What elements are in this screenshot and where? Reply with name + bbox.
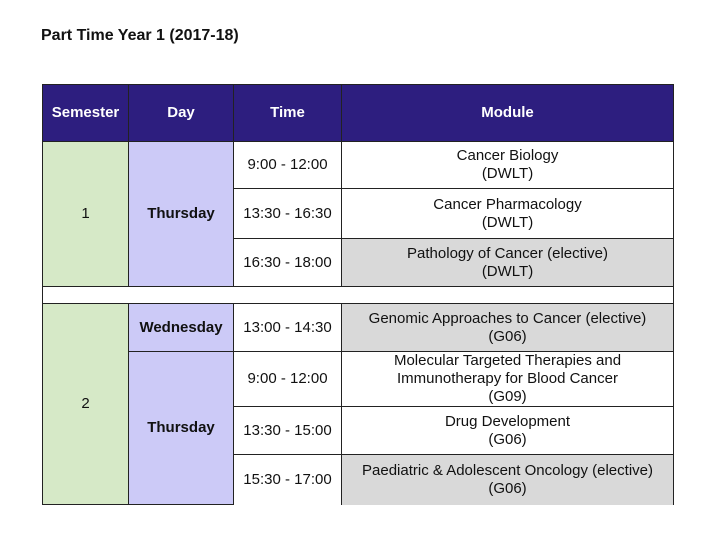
semester-1-cell: 1: [43, 142, 129, 287]
day-thursday-sem1: Thursday: [129, 142, 234, 287]
time-cell: 13:00 - 14:30: [234, 304, 342, 352]
time-cell: 16:30 - 18:00: [234, 239, 342, 287]
module-cell: [342, 189, 674, 239]
separator-row: [43, 287, 674, 304]
header-module: Module: [342, 85, 674, 142]
module-room: (G06): [488, 479, 527, 497]
module-name: Cancer Pharmacology: [433, 195, 582, 213]
header-day: Day: [129, 85, 234, 142]
module-room: (G06): [488, 327, 527, 345]
timetable: [42, 84, 674, 505]
time-cell: 9:00 - 12:00: [234, 142, 342, 189]
module-cell-elective: [342, 304, 674, 352]
time-cell: 9:00 - 12:00: [234, 352, 342, 407]
module-room: (G06): [488, 430, 527, 448]
module-room: (DWLT): [481, 213, 534, 231]
table-row: [43, 352, 674, 407]
module-cell: [342, 352, 674, 407]
time-cell: 13:30 - 16:30: [234, 189, 342, 239]
semester-2-cell: 2: [43, 304, 129, 505]
module-name: Molecular Targeted Therapies and: [393, 352, 622, 369]
separator-cell: [43, 287, 674, 304]
module-name: Drug Development: [444, 412, 571, 430]
time-cell: 13:30 - 15:00: [234, 407, 342, 455]
header-semester: Semester: [43, 85, 129, 142]
module-name: Cancer Biology: [456, 147, 559, 164]
day-wednesday-sem2: Wednesday: [129, 304, 234, 352]
module-room: (DWLT): [481, 262, 534, 280]
module-name: Pathology of Cancer (elective): [407, 244, 608, 262]
module-room: (DWLT): [481, 165, 534, 182]
module-name: Genomic Approaches to Cancer (elective): [368, 309, 647, 327]
module-cell: [342, 142, 674, 189]
module-cell-elective: [342, 455, 674, 505]
module-cell: [342, 407, 674, 455]
module-name-cont: Immunotherapy for Blood Cancer: [397, 370, 618, 387]
page-title: Part Time Year 1 (2017-18): [41, 27, 239, 44]
module-cell-elective: [342, 239, 674, 287]
time-cell: 15:30 - 17:00: [234, 455, 342, 505]
day-thursday-sem2: Thursday: [129, 352, 234, 505]
module-name: Paediatric & Adolescent Oncology (elective): [362, 461, 653, 479]
module-room: (G09): [488, 388, 527, 405]
table-row: [43, 142, 674, 189]
header-row: [43, 85, 674, 142]
header-time: Time: [234, 85, 342, 142]
table-row: [43, 304, 674, 352]
